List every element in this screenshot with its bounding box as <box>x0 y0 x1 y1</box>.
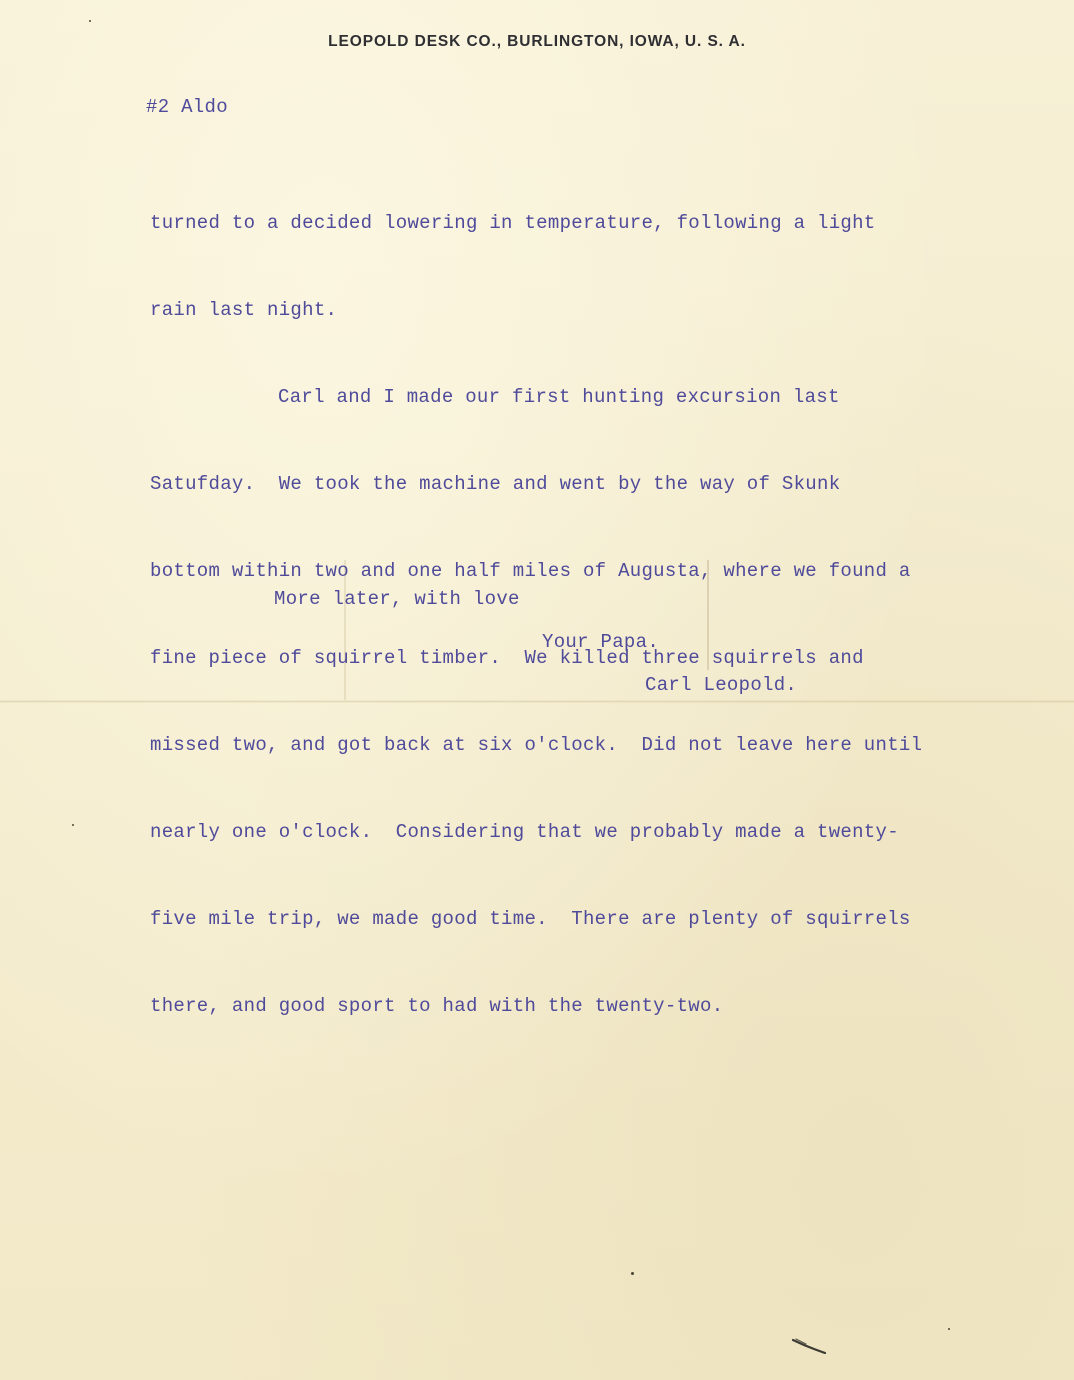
body-line: missed two, and got back at six o'clock. Did not leave here until <box>150 734 923 756</box>
body-line: turned to a decided lowering in temperature, following a light <box>150 212 876 234</box>
paper-speck <box>948 1328 950 1330</box>
signature-line: Carl Leopold. <box>645 674 798 696</box>
body-line: rain last night. <box>150 299 338 321</box>
salutation-line: Your Papa. <box>542 631 660 653</box>
body-line: there, and good sport to had with the twenty-two. <box>150 995 724 1017</box>
closing-line: More later, with love <box>274 588 520 610</box>
page-reference: #2 Aldo <box>146 96 228 118</box>
paper-speck <box>72 824 74 826</box>
body-line: five mile trip, we made good time. There are plenty of squirrels <box>150 908 911 930</box>
body-line: fine piece of squirrel timber. We killed three squirrels and <box>150 647 864 669</box>
letter-body <box>150 158 1030 1072</box>
body-line: bottom within two and one half miles of Augusta, where we found a <box>150 560 911 582</box>
ink-smudge-mark <box>792 1338 826 1354</box>
body-line: Satufday. We took the machine and went by the way of Skunk <box>150 473 841 495</box>
paper-speck <box>89 20 91 22</box>
letterhead: LEOPOLD DESK CO., BURLINGTON, IOWA, U. S. A. <box>328 33 746 50</box>
body-line: Carl and I made our first hunting excursion last <box>278 386 840 408</box>
body-line: nearly one o'clock. Considering that we probably made a twenty- <box>150 821 899 843</box>
paper-speck <box>631 1272 634 1275</box>
